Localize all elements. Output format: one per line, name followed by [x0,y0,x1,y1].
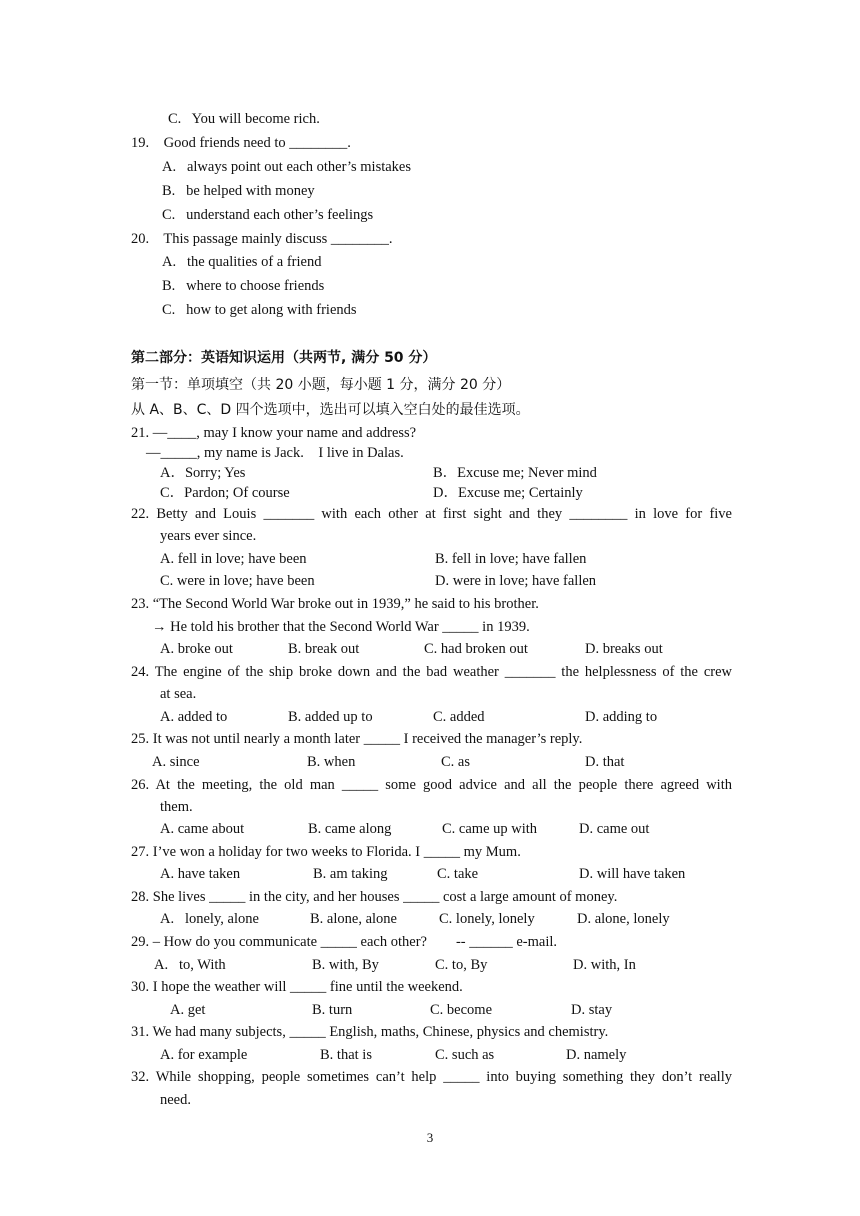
q30-option-b: B. turn [312,1002,353,1018]
q26-option-d: D. came out [579,821,650,837]
q20-option-b: B. where to choose friends [162,278,325,294]
q19-option-b: B. be helped with money [162,183,315,199]
q26-line2: them. [160,799,193,815]
q21-option-a: A．Sorry; Yes [160,465,246,481]
q23-option-b: B. break out [288,641,360,657]
q21-option-b: B．Excuse me; Never mind [433,465,597,481]
q23-line1: 23. “The Second World War broke out in 1939,” he said to his brother. [131,596,539,612]
q23-option-d: D. breaks out [585,641,663,657]
q28-line1: 28. She lives _____ in the city, and her houses _____ cost a large amount of money. [131,889,618,905]
q19-option-c: C. understand each other’s feelings [162,207,374,223]
q28-option-c: C. lonely, lonely [439,911,535,927]
q30-option-c: C. become [430,1002,493,1018]
q30-line1: 30. I hope the weather will _____ fine until the weekend. [131,979,463,995]
section-title: 第二部分：英语知识运用（共两节, 满分 50 分） [131,350,437,366]
q23-line2: → He told his brother that the Second World War _____ in 1939. [152,619,530,635]
q20-option-a: A. the qualities of a friend [162,254,322,270]
q24-line2: at sea. [160,686,197,702]
q28-option-b: B. alone, alone [310,911,397,927]
q24-option-a: A. added to [160,709,228,725]
q30-option-d: D. stay [571,1002,613,1018]
q22-option-c: C. were in love; have been [160,573,315,589]
q28-option-d: D. alone, lonely [577,911,670,927]
q25-option-b: B. when [307,754,356,770]
q31-option-c: C. such as [435,1047,495,1063]
q29-option-a: A. to, With [154,957,226,973]
q22-option-b: B. fell in love; have fallen [435,551,587,567]
q24-option-c: C. added [433,709,485,725]
q25-line1: 25. It was not until nearly a month later _____ I received the manager’s reply. [131,731,583,747]
q31-option-a: A. for example [160,1047,248,1063]
q25-option-a: A. since [152,754,200,770]
q22-line1: 22. Betty and Louis _______ with each other at first sight and they ________ in love for five [131,506,732,522]
q27-line1: 27. I’ve won a holiday for two weeks to Florida. I _____ my Mum. [131,844,521,860]
q27-option-a: A. have taken [160,866,241,882]
q22-option-d: D. were in love; have fallen [435,573,597,589]
q27-option-d: D. will have taken [579,866,686,882]
q21-line1: 21. —____, may I know your name and address? [131,425,417,441]
q27-option-c: C. take [437,866,479,882]
q29-line1: 29. – How do you communicate _____ each other? -- ______ e-mail. [131,934,558,950]
q20-stem: 20. This passage mainly discuss ________. [131,231,393,247]
q22-option-a: A. fell in love; have been [160,551,307,567]
q27-option-b: B. am taking [313,866,388,882]
q26-line1: 26. At the meeting, the old man _____ some good advice and all the people there agreed with [131,777,732,793]
q23-option-a: A. broke out [160,641,233,657]
q28-option-a: A. lonely, alone [160,911,259,927]
page-number: 3 [426,1130,434,1145]
q32-line2: need. [160,1092,191,1108]
q21-line2: —_____, my name is Jack. I live in Dalas. [146,445,404,461]
q29-option-b: B. with, By [312,957,379,973]
q31-option-b: B. that is [320,1047,372,1063]
q26-option-b: B. came along [308,821,392,837]
q20-option-c: C. how to get along with friends [162,302,357,318]
q24-option-b: B. added up to [288,709,373,725]
q24-line1: 24. The engine of the ship broke down and the bad weather _______ the helplessness of the crew [131,664,732,680]
q25-option-d: D. that [585,754,625,770]
q21-option-c: C．Pardon; Of course [160,485,290,501]
q26-option-a: A. came about [160,821,245,837]
q18-option-c: C. You will become rich. [168,111,320,127]
q22-line2: years ever since. [160,528,257,544]
q19-option-a: A. always point out each other’s mistakes [162,159,411,175]
q31-line1: 31. We had many subjects, _____ English, maths, Chinese, physics and chemistry. [131,1024,609,1040]
q21-option-d: D．Excuse me; Certainly [433,485,583,501]
q26-option-c: C. came up with [442,821,538,837]
q19-stem: 19. Good friends need to ________. [131,135,351,151]
q23-option-c: C. had broken out [424,641,528,657]
q29-option-c: C. to, By [435,957,488,973]
q29-option-d: D. with, In [573,957,636,973]
section-instructions: 从 A、B、C、D 四个选项中，选出可以填入空白处的最佳选项。 [131,402,530,418]
q31-option-d: D. namely [566,1047,627,1063]
section-subtitle: 第一节：单项填空（共 20 小题，每小题 1 分，满分 20 分） [131,377,511,393]
q30-option-a: A. get [170,1002,206,1018]
q24-option-d: D. adding to [585,709,658,725]
q25-option-c: C. as [441,754,470,770]
q32-line1: 32. While shopping, people sometimes can’t help _____ into buying something they don’t really [131,1069,732,1085]
